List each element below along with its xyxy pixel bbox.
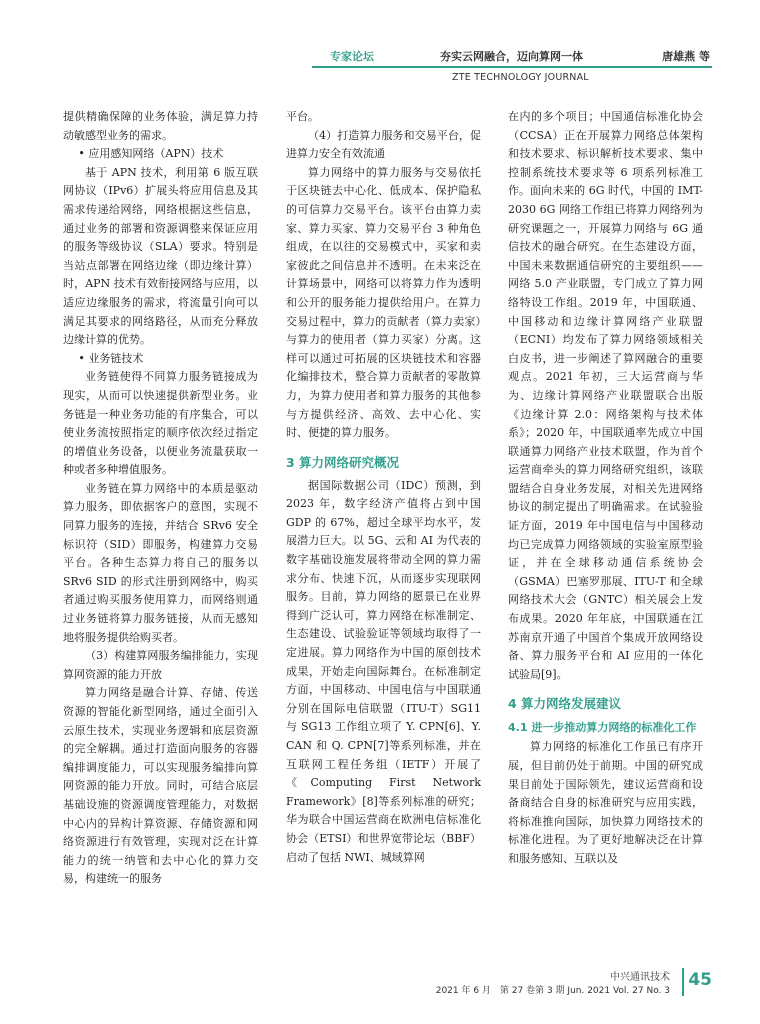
header-row [300, 48, 710, 64]
section-label: 专家论坛 [330, 50, 374, 63]
footer-issue: 2021 年 6 月 第 27 卷第 3 期 Jun. 2021 Vol. 27 No. 3 [435, 986, 670, 996]
page-header [0, 0, 760, 92]
paragraph: 基于 APN 技术，利用第 6 版互联网协议（IPv6）扩展头将应用信息及其需求传递给网络，网络根据这些信息，通过业务的部署和资源调整来保证应用的服务等级协议（SLA）要求。特别是当站点部署在网络边缘（即边缘计算）时，APN 技术有效衔接网络与应用，以适应边缘服务的需求，将流量引向可以满足其要求的网络路径，从而充分释放边缘计算的优势。 [63, 165, 258, 347]
footer-divider [682, 968, 684, 996]
paragraph: 在内的多个项目；中国通信标准化协会（CCSA）正在开展算力网络总体架构和技术要求、标识解析技术要求、集中控制系统技术要求等 6 项系列标准工作。面向未来的 6G 时代，中国的 IMT-2030 6G 网络工作组已将算力网络列为研究课题之一，开展算力网络与 6G 通信技术的融合研究。在生态建设方面，中国未来数据通信研究的主要组织——网络 5.0 产业联盟，专门成立了算力网络特设工作组。2019 年，中国联通、中国移动和边缘计算网络产业联盟（ECNI）均发布了算力网络领域相关白皮书，进一步阐述了算网融合的重要观点。2021 年初，三大运营商与华为、边缘计算网络产业联盟联合出版《边缘计算 2.0：网络架构与技术体系》；2020 年，中国联通率先成立中国联通算力网络产业技术联盟，作为首个运营商牵头的算力网络研究组织，该联盟结合自身业务发展，对相关先进网络协议的制定提出了明确需求。在试验验证方面，2019 年中国电信与中国移动均已完成算力网络领域的实验室原型验证，并在全球移动通信系统协会（GSMA）巴塞罗那展、ITU-T 和全球网络技术大会（GNTC）相关展会上发布成果。2020 年年底，中国联通在江苏南京开通了中国首个集成开放网络设备、算力服务平台和 AI 应用的一体化试验局[9]。 [508, 110, 703, 681]
running-title: 夯实云网融合，迈向算网一体 [440, 50, 583, 63]
section-heading: 3 算力网络研究概况 [286, 454, 400, 470]
footer-journal-name: 中兴通讯技术 [610, 972, 670, 983]
paragraph: 据国际数据公司（IDC）预测，到 2023 年，数字经济产值将占到中国 GDP 的 67%，超过全球平均水平，发展潜力巨大。以 5G、云和 AI 为代表的数字基础设施发展将带动全网的算力需求分布、快速下沉，从而逐步实现联网服务。目前，算力网络的愿景已在业界得到广泛认可，算力网络在标准制定、生态建设、试验验证等领域均取得了一定进展。算力网络作为中国的原创技术成果，开始走向国际舞台。在标准制定方面，中国移动、中国电信与中国联通分别在国际电信联盟（ITU-T）SG11 与 SG13 工作组立项了 Y. CPN[6]、Y. CAN 和 Q. CPN[7]等系列标准，并在互联网工程任务组（IETF）开展了《Computing First Network Framework》[8]等系列标准的研究；华为联合中国运营商在欧洲电信标准化协会（ETSI）和世界宽带论坛（BBF）启动了包括 NWI、城域算网 [286, 478, 481, 864]
running-authors: 唐雄燕 等 [662, 50, 710, 63]
paragraph: （4）打造算力服务和交易平台，促进算力安全有效流通 [286, 128, 481, 161]
subsection-heading: 4.1 进一步推动算力网络的标准化工作 [508, 721, 697, 735]
paragraph: 提供精确保障的业务体验，满足算力持动敏感型业务的需求。 [63, 110, 258, 142]
text-column-2 [286, 108, 481, 867]
header-rule [312, 66, 712, 68]
paragraph: 算力网络是融合计算、存储、传送资源的智能化新型网络，通过全面引入云原生技术，实现业务逻辑和底层资源的完全解耦。通过打造面向服务的容器编排调度能力，可以实现服务编排向算网资源的能力开放。同时，可结合底层基础设施的资源调度管理能力，对数据中心内的异构计算资源、存储资源和网络资源进行有效管理，实现对泛在计算能力的统一纳管和去中心化的算力交易，构建统一的服务 [63, 686, 258, 886]
paragraph: （3）构建算网服务编排能力，实现算网资源的能力开放 [63, 649, 258, 681]
section-heading: 4 算力网络发展建议 [508, 696, 622, 712]
bullet-heading: • 业务链技术 [63, 350, 258, 369]
paragraph: 业务链在算力网络中的本质是驱动算力服务，即依据客户的意图，实现不同算力服务的连接，并结合 SRv6 安全标识符（SID）即服务，构建算力交易平台。各种生态算力将自己的服务以 SRv6 SID 的形式注册到网络中，购买者通过购买服务使用算力，而网络则通过业务链将算力服务链接，从而无感知地将服务提供给购买者。 [63, 481, 258, 644]
page-footer [435, 968, 730, 1008]
paragraph: 算力网络的标准化工作虽已有序开展，但目前仍处于前期。中国的研究成果目前处于国际领先，建议运营商和设备商结合自身的标准研究与应用实践，将标准推向国际，加快算力网络技术的标准化进程。为了更好地解决泛在计算和服务感知、互联以及 [508, 740, 703, 865]
page-number: 45 [688, 970, 712, 990]
bullet-heading: • 应用感知网络（APN）技术 [63, 145, 258, 164]
journal-name: ZTE TECHNOLOGY JOURNAL [452, 72, 589, 83]
paragraph: 业务链使得不同算力服务链接成为现实，从而可以快速提供新型业务。业务链是一种业务功能的有序集合，可以使业务流按照指定的顺序依次经过指定的增值业务设备，以便业务流量获取一种或者多种增值服务。 [63, 370, 258, 477]
paragraph: 平台。 [286, 110, 319, 123]
text-column-1 [63, 108, 258, 889]
paragraph: 算力网络中的算力服务与交易依托于区块链去中心化、低成本、保护隐私的可信算力交易平台。该平台由算力卖家、算力买家、算力交易平台 3 种角色组成，在以往的交易模式中，买家和卖家彼此之间信息并不透明。在未来泛在计算场景中，网络可以将算力作为透明和公开的服务能力提供给用户。在算力交易过程中，算力的贡献者（算力卖家）与算力的使用者（算力买家）分离。这样可以通过可拓展的区块链技术和容器化编排技术，整合算力贡献者的零散算力，为算力使用者和算力服务的其他参与方提供经济、高效、去中心化、实时、便捷的算力服务。 [286, 165, 481, 440]
text-column-3 [508, 108, 703, 869]
